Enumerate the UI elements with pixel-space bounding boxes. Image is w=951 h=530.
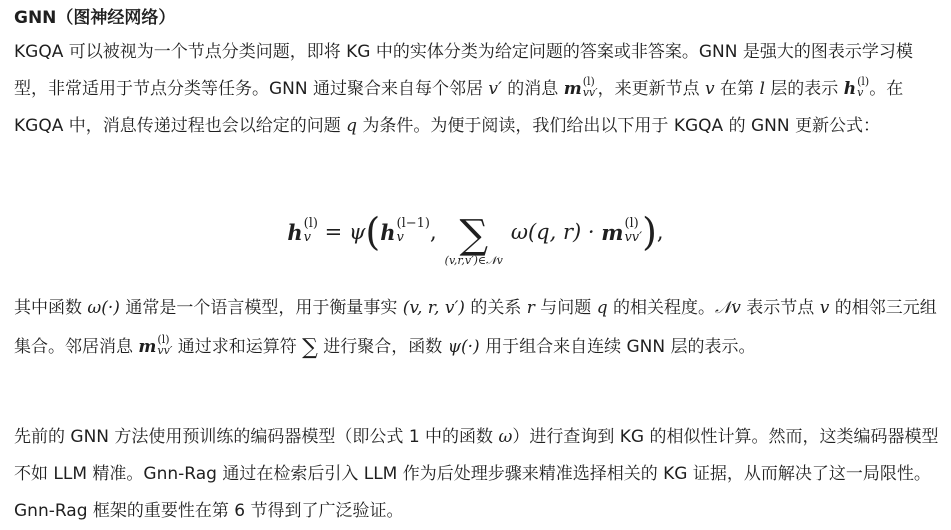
formula-lhs-h: h [287, 219, 303, 245]
math-v-prime: v′ [488, 79, 502, 99]
formula-summation [444, 212, 503, 268]
math-message-m: m [138, 337, 157, 357]
math-sub: v [303, 230, 312, 245]
math-sup: (l−1) [396, 216, 430, 231]
math-sup: (l) [157, 333, 170, 346]
text-run: KGQA 可以被视为一个节点分类问题，即将 KG 中的实体分类为给定问题的答案或非答案。GNN 是强大的图表示学习模型，非常适用于节点分类等任务。GNN 通过聚合来自每个邻居 [14, 42, 913, 99]
math-sub: vv′ [157, 344, 173, 357]
text-run: 为条件。为便于阅读，我们给出以下用于 KGQA 的 GNN 更新公式： [357, 116, 880, 136]
math-neighbor-set: 𝒩v [715, 298, 741, 318]
math-sup: (l) [857, 75, 870, 88]
formula-close-paren: ) [642, 210, 657, 254]
math-sup: (l) [582, 75, 595, 88]
text-run: ，来更新节点 [597, 79, 706, 99]
formula-equals: = [317, 220, 349, 244]
text-run: 表示节点 [740, 298, 820, 318]
formula-lhs-indices [304, 217, 318, 245]
math-h-indices [857, 76, 869, 98]
sigma-symbol: ∑ [302, 335, 318, 360]
math-v: v [705, 79, 715, 99]
formula-h-prev: h [380, 219, 396, 245]
section-heading: GNN（图神经网络） [14, 8, 176, 28]
summation-range: (v,r,v′)∈𝒩v [444, 254, 503, 267]
formula-h-prev-indices [397, 217, 430, 245]
math-omega: ω [498, 427, 513, 447]
text-run: 层的表示 [764, 79, 844, 99]
math-l: l [759, 79, 765, 99]
text-run: 通常是一个语言模型，用于衡量事实 [119, 298, 403, 318]
text-run: 。在 KGQA 中，消息传递过程也会以给定的问题 [14, 79, 904, 136]
text-run: 在第 [714, 79, 760, 99]
paragraph-intro [14, 34, 945, 145]
math-q: q [596, 298, 608, 318]
text-run: 进行聚合，函数 [317, 337, 448, 357]
math-sup: (l) [303, 216, 318, 231]
formula-message-m: m [601, 219, 624, 245]
math-v: v [819, 298, 830, 318]
formula-psi: ψ [348, 220, 366, 244]
math-sup: (l) [624, 216, 639, 231]
math-sub: v [396, 230, 404, 245]
text-run: ）进行查询到 KG 的相似性计算。然而，这类编码器模型不如 LLM 精准。Gnn-Rag 通过在检索后引入 LLM 作为后处理步骤来精准选择相关的 KG 证据，从而解决了这一局限性。Gnn-Rag 框架的重要性在第 6 节得到了广泛验证。 [14, 427, 939, 521]
formula-omega: ω(q, r) · [510, 220, 602, 244]
text-run: 的关系 [464, 298, 527, 318]
math-message-indices [157, 334, 172, 356]
math-sub: vv′ [624, 230, 643, 245]
text-run: 的消息 [501, 79, 564, 99]
math-message-m: m [563, 79, 582, 99]
text-run: 的相邻三元组集合。邻居消息 [14, 298, 937, 357]
math-omega: ω(·) [87, 298, 120, 318]
gnn-update-formula [0, 194, 951, 270]
math-r: r [526, 298, 535, 318]
formula-open-paren: ( [365, 210, 381, 254]
text-run: 其中函数 [14, 298, 88, 318]
math-fact-triple: (v, r, v′) [402, 298, 465, 318]
formula-message-indices [624, 217, 642, 245]
math-message-indices [583, 76, 598, 98]
formula-end-comma: , [656, 220, 664, 244]
text-run: 通过求和运算符 [172, 337, 303, 357]
text-run: 先前的 GNN 方法使用预训练的编码器模型（即公式 1 中的函数 [14, 427, 499, 447]
math-q: q [346, 116, 358, 136]
math-sub: vv′ [582, 86, 598, 99]
paragraph-gnn-rag [14, 419, 945, 530]
text-run: 与问题 [534, 298, 597, 318]
formula-comma: , [429, 220, 437, 244]
math-sub: v [857, 86, 864, 99]
math-psi: ψ(·) [447, 337, 480, 357]
text-run: 的相关程度。 [607, 298, 716, 318]
text-run: 用于组合来自连续 GNN 层的表示。 [479, 337, 756, 357]
formula-expression [287, 206, 664, 267]
math-h: h [843, 79, 857, 99]
sigma-symbol: ∑ [459, 212, 489, 258]
paragraph-explanation [14, 290, 945, 366]
